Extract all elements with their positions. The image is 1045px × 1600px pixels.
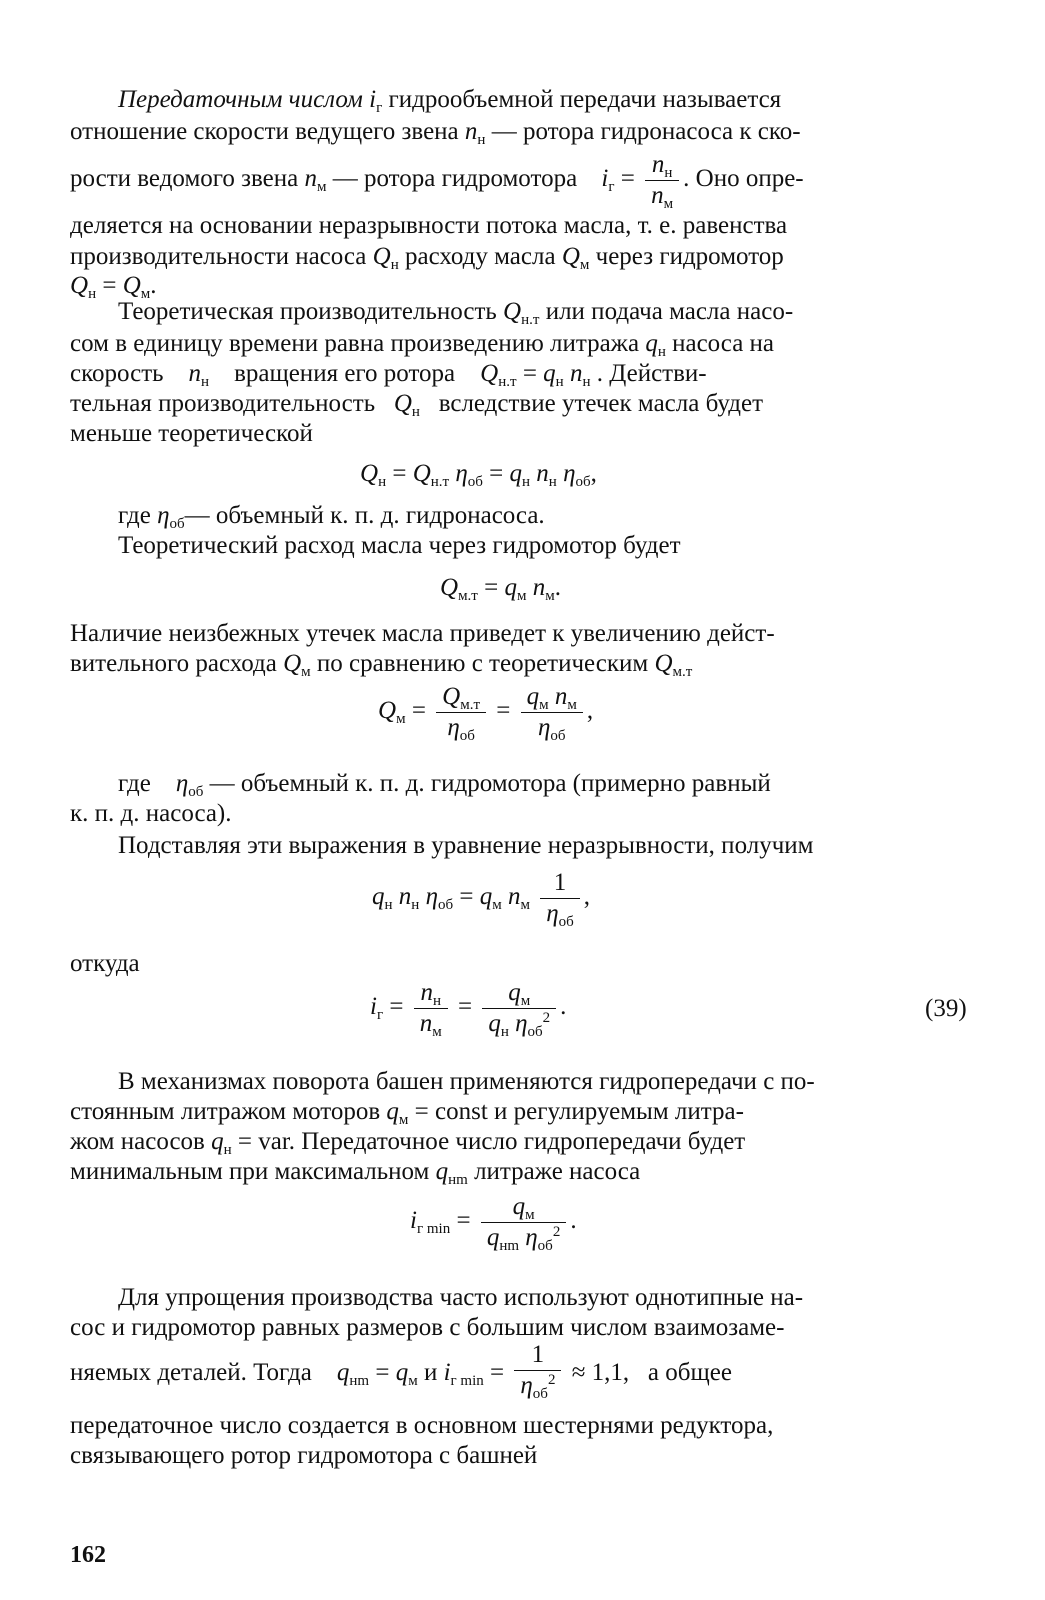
paragraph-2-line-1: Теоретическая производительность $Q_{н.т}$ или подача масла насо- bbox=[118, 298, 794, 328]
ratio-fraction: $\frac{n_н}{n_м}$ bbox=[645, 150, 679, 211]
equation-continuity: $q_н$ $n_н$ $\eta_{об} = q_м$ $n_м$ $\frac{1}{\eta_{об}}$ , bbox=[372, 869, 591, 930]
paragraph-3: Теоретический расход масла через гидромотор будет bbox=[118, 532, 681, 559]
paragraph-6-line-1: В механизмах поворота башен применяются гидропередачи с по- bbox=[118, 1068, 815, 1095]
term-gear-ratio: Передаточным числом bbox=[118, 86, 363, 113]
paragraph-7-line-4: передаточное число создается в основном шестернями редуктора, bbox=[70, 1412, 774, 1439]
paragraph-2-line-3: скорость $n_н$ вращения его ротора $Q_{н.т} = q_н$ $n_н$ . Действи- bbox=[70, 360, 707, 390]
equation-motor-actual: $Q_м$ = $\frac{Q_{м.т}}{\eta_{об}}$ = $\frac{q_м n_м}{\eta_{об}}$ , bbox=[378, 683, 594, 744]
equation-motor-theoretical: $Q_{м.т} = q_м$ $n_м$. bbox=[440, 574, 561, 604]
paragraph-7-line-1: Для упрощения производства часто используют однотипные на- bbox=[118, 1284, 804, 1311]
equation-min-ratio: $i_{г min}$ = $\frac{q_м}{q_{нm} \eta_{об}^2}$ . bbox=[410, 1193, 577, 1254]
equation-pump-output: $Q_н = Q_{н.т}$ $\eta_{об} = q_н$ $n_н$ $\eta_{об}$, bbox=[360, 460, 597, 490]
paragraph-6-line-2: стоянным литражом моторов $q_м$ = const и регулируемым литра- bbox=[70, 1098, 744, 1128]
paragraph-1-line-2: отношение скорости ведущего звена $n_н$ — ротора гидронасоса к ско- bbox=[70, 118, 801, 148]
equation-number-39: (39) bbox=[925, 995, 967, 1022]
where-clause-2-line-2: к. п. д. насоса). bbox=[70, 800, 232, 827]
where-clause-1: где $\eta_{об}—$ объемный к. п. д. гидронасоса. bbox=[118, 502, 545, 532]
page-number: 162 bbox=[70, 1542, 106, 1568]
paragraph-1-line-1: Передаточным числом $i_г$ гидрообъемной передачи называется bbox=[118, 86, 782, 116]
paragraph-6-line-3: жом насосов $q_н$ = var. Передаточное число гидропередачи будет bbox=[70, 1128, 746, 1158]
paragraph-7-line-3: няемых деталей. Тогда $q_{нm} = q_м$ и $i_{г min}$ = $\frac{1}{\eta_{об}^2}$ ≈ 1,1, а общее bbox=[70, 1341, 732, 1402]
equation-39: $i_г$ = $\frac{n_н}{n_м}$ = $\frac{q_м}{q_н \eta_{об}^2}$ . bbox=[370, 979, 567, 1040]
paragraph-6-line-4: минимальным при максимальном $q_{нm}$ литраже насоса bbox=[70, 1158, 641, 1188]
paragraph-1-line-4: деляется на основании неразрывности потока масла, т. е. равенства bbox=[70, 212, 788, 239]
paragraph-1-line-6: $Q_н = Q_м$. bbox=[70, 272, 157, 302]
paragraph-5: Подставляя эти выражения в уравнение неразрывности, получим bbox=[118, 832, 814, 859]
paragraph-2-line-4: тельная производительность $Q_н$ вследствие утечек масла будет bbox=[70, 390, 764, 420]
paragraph-2-line-2: сом в единицу времени равна произведению литража $q_н$ насоса на bbox=[70, 330, 775, 360]
paragraph-2-line-5: меньше теоретической bbox=[70, 420, 313, 447]
paragraph-4-line-1: Наличие неизбежных утечек масла приведет к увеличению дейст- bbox=[70, 620, 775, 647]
paragraph-7-line-5: связывающего ротор гидромотора с башней bbox=[70, 1442, 538, 1469]
paragraph-4-line-2: вительного расхода $Q_м$ по сравнению с теоретическим $Q_{м.т}$ bbox=[70, 650, 693, 680]
paragraph-1-line-3: рости ведомого звена $n_м$ — ротора гидромотора $i_г$ = $\frac{n_н}{n_м}$ . Оно опре- bbox=[70, 151, 804, 212]
paragraph-1-line-5: производительности насоса $Q_н$ расходу масла $Q_м$ через гидромотор bbox=[70, 243, 784, 273]
where-clause-2: где $\eta_{об}$ — объемный к. п. д. гидромотора (примерно равный bbox=[118, 770, 771, 800]
whence-word: откуда bbox=[70, 950, 140, 977]
paragraph-7-line-2: сос и гидромотор равных размеров с большим числом взаимозаме- bbox=[70, 1314, 785, 1341]
